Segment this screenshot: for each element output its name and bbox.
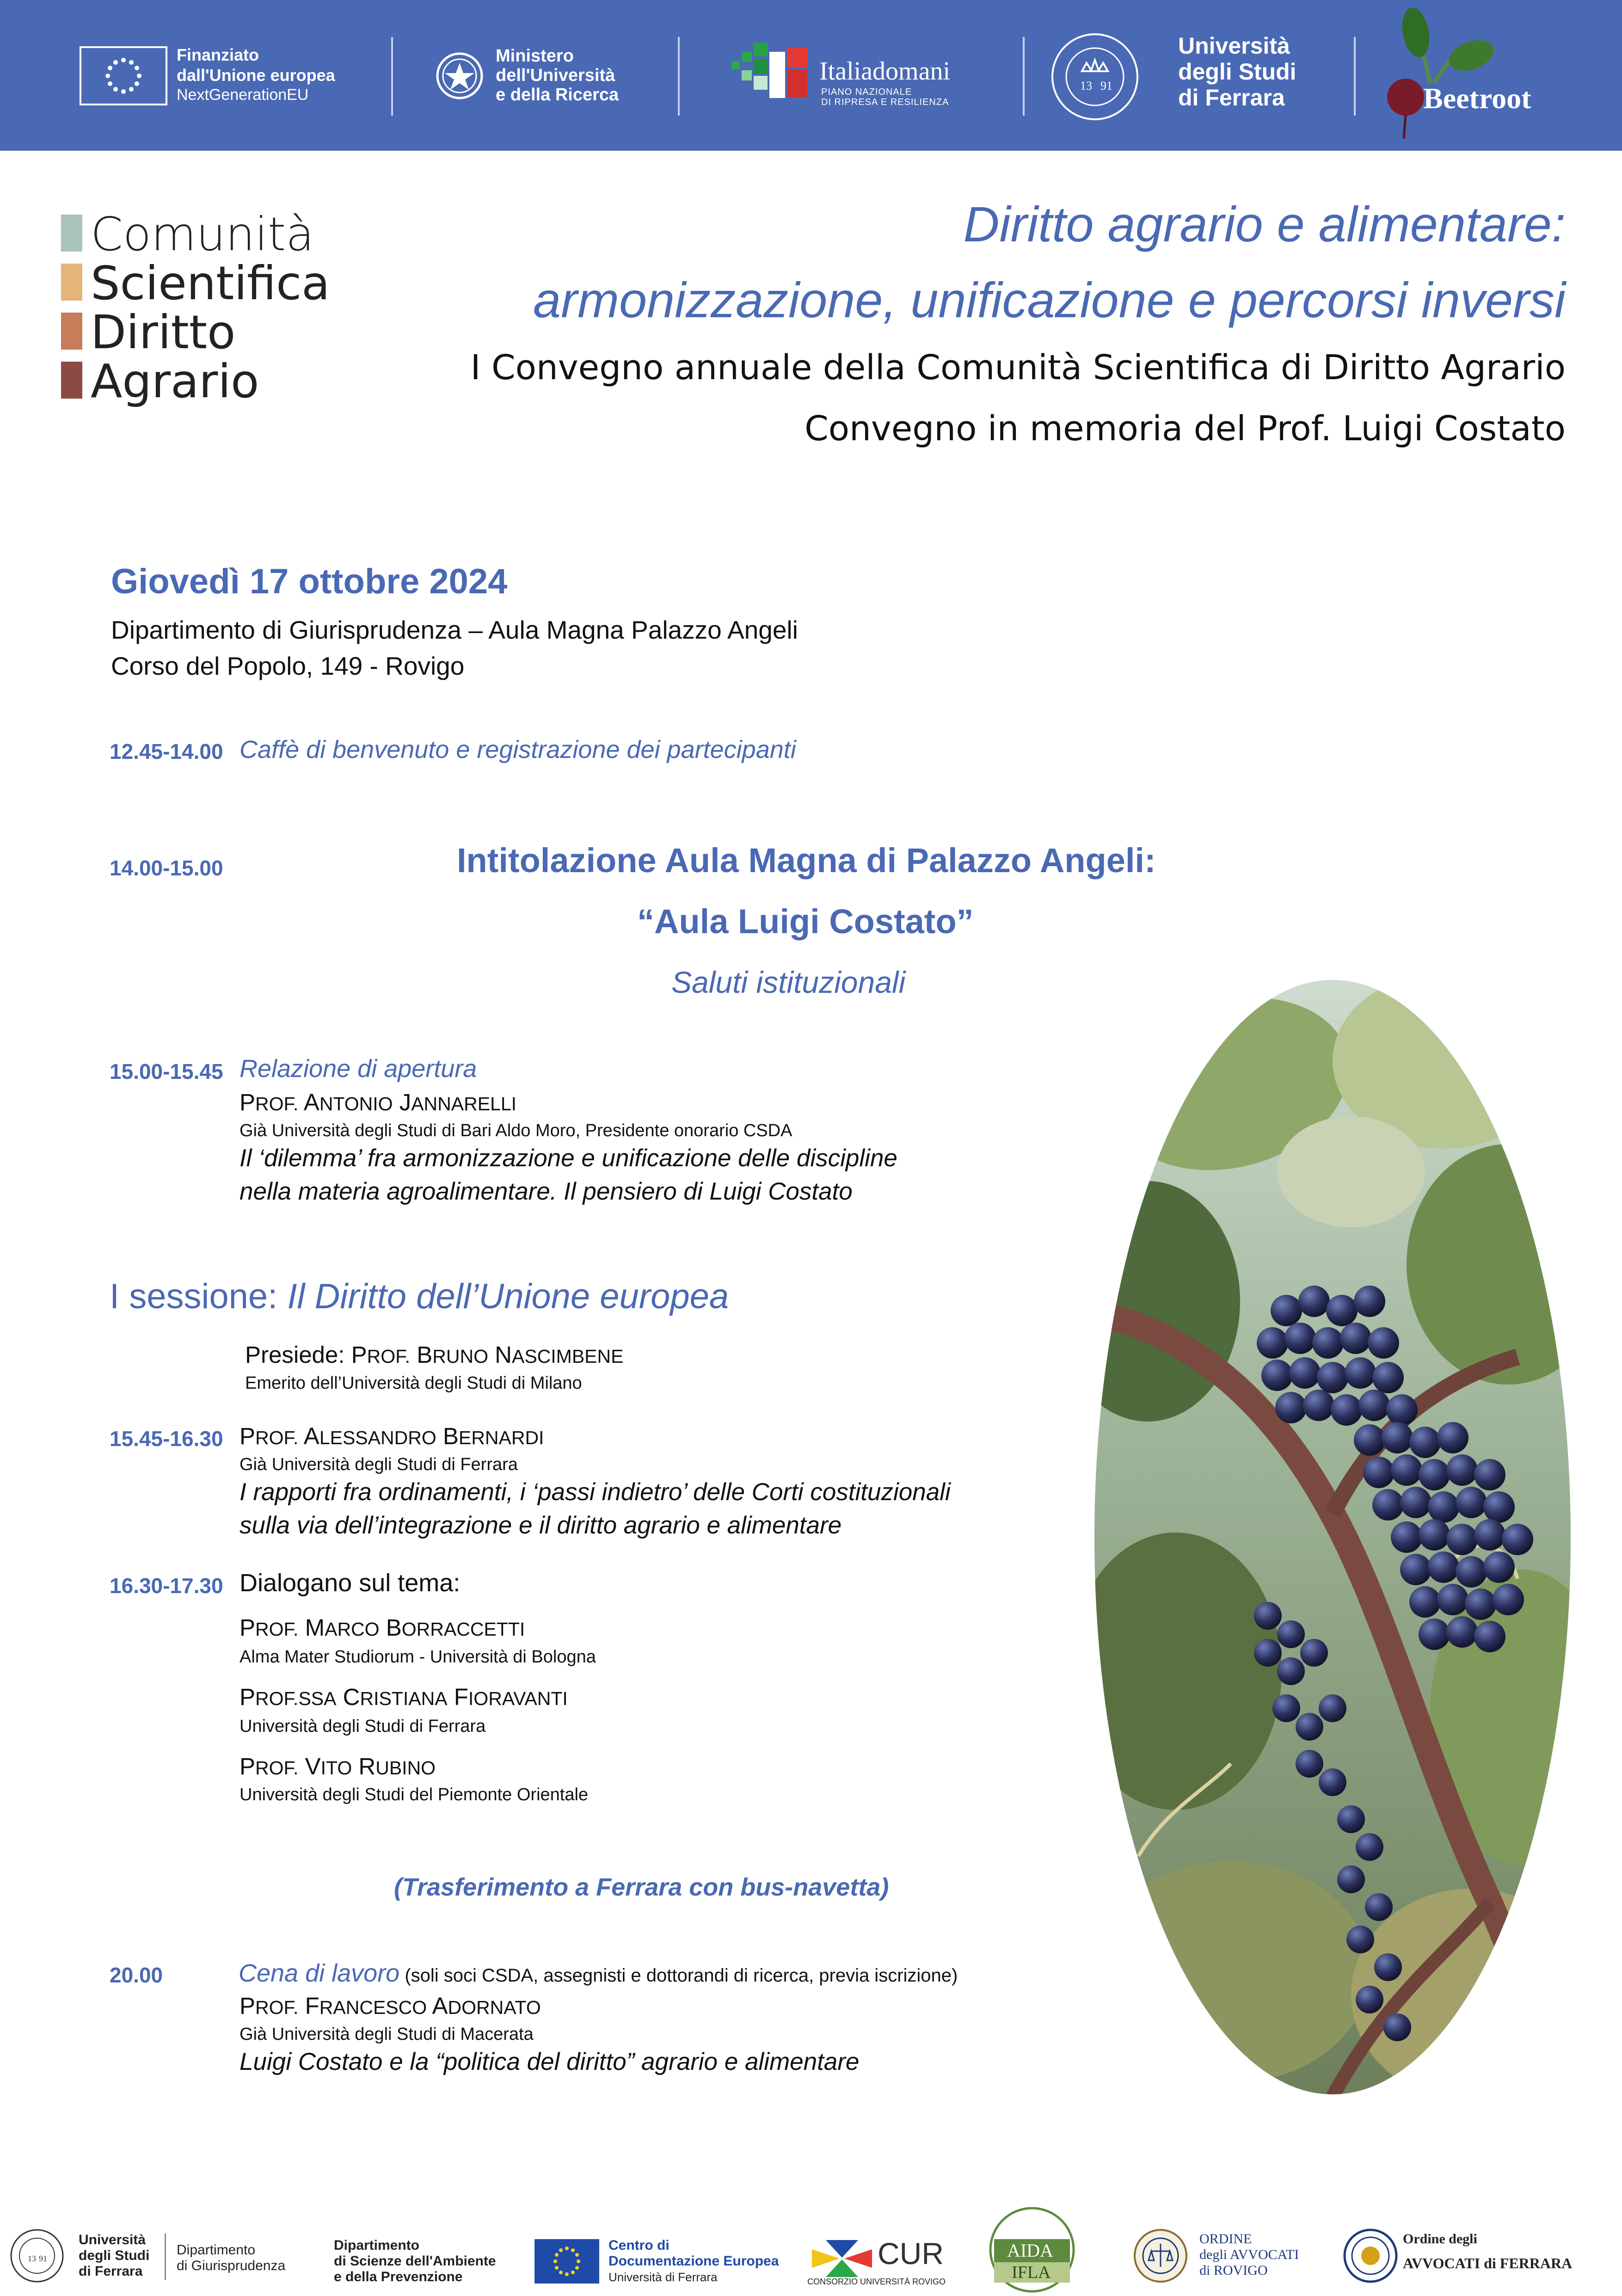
- dinner-heading: Cena di lavoro (soli soci CSDA, assegnisti e dottorandi di ricerca, previa iscrizione): [239, 1959, 958, 1987]
- dialogue-label: Dialogano sul tema:: [240, 1569, 461, 1597]
- dinner-affiliation: Già Università degli Studi di Macerata: [240, 2025, 534, 2044]
- dialogue-speaker-3: PROF. VITO RUBINO: [240, 1753, 436, 1779]
- dialogue-time: 16.30-17.30: [110, 1574, 223, 1598]
- opening-time: 15.00-15.45: [110, 1059, 223, 1083]
- banner-divider: [1023, 37, 1025, 116]
- italiadomani-sub1: PIANO NAZIONALE: [821, 87, 912, 97]
- svg-text:91: 91: [1100, 79, 1112, 92]
- title-line1: Diritto agrario e alimentare:: [963, 196, 1566, 252]
- dialogue-affiliation-3: Università degli Studi del Piemonte Orientale: [240, 1785, 589, 1804]
- subtitle-line1: I Convegno annuale della Comunità Scientifica di Diritto Agrario: [470, 348, 1566, 388]
- footer-giur-line1: Dipartimento: [177, 2242, 256, 2258]
- footer-ferrara-seal-icon: [1343, 2228, 1398, 2284]
- footer-divider: [165, 2234, 166, 2280]
- italiadomani-pixel-icon: [731, 43, 810, 103]
- footer-cde-line1: Centro di: [608, 2238, 670, 2253]
- unife-line1: Università: [1178, 33, 1290, 59]
- svg-text:13: 13: [28, 2254, 36, 2263]
- italiadomani-brand: Italiadomani: [819, 57, 951, 86]
- footer-sci-line2: di Scienze dell'Ambiente: [334, 2253, 496, 2269]
- footer-sci-line3: e della Prevenzione: [334, 2269, 463, 2284]
- mur-line3: e della Ricerca: [496, 85, 619, 105]
- footer-unife-line1: Università: [79, 2232, 146, 2247]
- mur-line1: Ministero: [496, 46, 574, 66]
- banner-divider: [1354, 37, 1356, 116]
- footer-unife-line3: di Ferrara: [79, 2264, 143, 2279]
- logo-word-4: Agrario: [91, 354, 259, 408]
- eu-funding-line1: Finanziato: [177, 45, 259, 64]
- svg-text:91: 91: [39, 2254, 47, 2263]
- beetroot-icon: [1383, 5, 1508, 143]
- footer-cde-line2: Documentazione Europea: [608, 2253, 779, 2269]
- eu-flag-icon: [80, 46, 167, 105]
- footer-cur-label: CUR: [878, 2236, 944, 2271]
- logo-bar-4: [61, 362, 82, 399]
- logo-word-3: Diritto: [91, 305, 236, 359]
- footer-aida-line1: AIDA: [1007, 2240, 1053, 2261]
- svg-text:13: 13: [1080, 79, 1092, 92]
- unife-line2: degli Studi: [1178, 59, 1296, 85]
- beetroot-label: Beetroot: [1423, 82, 1531, 115]
- logo-bar-1: [61, 215, 82, 252]
- footer-rovigo-line3: di ROVIGO: [1199, 2263, 1268, 2278]
- footer-sci-line1: Dipartimento: [334, 2238, 420, 2253]
- footer-rovigo-line1: ORDINE: [1199, 2231, 1252, 2247]
- footer-ferrara-line1: Ordine degli: [1403, 2231, 1477, 2247]
- footer-eu-flag-icon: [535, 2239, 599, 2284]
- dinner-speaker: PROF. FRANCESCO ADORNATO: [240, 1993, 541, 2019]
- talk-affiliation: Già Università degli Studi di Ferrara: [240, 1455, 518, 1474]
- opening-topic-line1: Il ‘dilemma’ fra armonizzazione e unificazione delle discipline: [240, 1145, 897, 1172]
- talk-topic-line1: I rapporti fra ordinamenti, i ‘passi indietro’ delle Corti costituzionali: [240, 1478, 951, 1506]
- logo-word-2: Scientifica: [91, 256, 330, 310]
- dialogue-affiliation-2: Università degli Studi di Ferrara: [240, 1717, 486, 1736]
- opening-speaker: PROF. ANTONIO JANNARELLI: [240, 1089, 517, 1115]
- session-chair: Presiede: PROF. BRUNO NASCIMBENE: [245, 1342, 624, 1368]
- top-banner: [0, 0, 1622, 151]
- venue-line1: Dipartimento di Giurisprudenza – Aula Magna Palazzo Angeli: [111, 616, 798, 644]
- grapes-photo: [1092, 978, 1573, 2097]
- unife-seal-icon: [1049, 31, 1141, 123]
- unife-line3: di Ferrara: [1178, 85, 1285, 111]
- mur-line2: dell'Università: [496, 66, 615, 85]
- opening-topic-line2: nella materia agroalimentare. Il pensiero di Luigi Costato: [240, 1178, 853, 1205]
- dialogue-speaker-1: PROF. MARCO BORRACCETTI: [240, 1614, 525, 1641]
- opening-affiliation: Già Università degli Studi di Bari Aldo Moro, Presidente onorario CSDA: [240, 1121, 793, 1140]
- dialogue-affiliation-1: Alma Mater Studiorum - Università di Bologna: [240, 1647, 596, 1667]
- logo-word-1: Comunità: [91, 207, 314, 261]
- footer-aida-line2: IFLA: [1012, 2263, 1051, 2282]
- naming-greetings: Saluti istituzionali: [671, 965, 906, 999]
- talk-topic-line2: sulla via dell’integrazione e il diritto agrario e alimentare: [240, 1512, 842, 1539]
- footer-giur-line2: di Giurisprudenza: [177, 2258, 286, 2273]
- footer-unife-line2: degli Studi: [79, 2248, 150, 2263]
- dinner-topic: Luigi Costato e la “politica del diritto” agrario e alimentare: [240, 2048, 860, 2075]
- naming-time: 14.00-15.00: [110, 856, 223, 880]
- italiadomani-sub2: DI RIPRESA E RESILIENZA: [821, 97, 949, 107]
- talk-speaker: PROF. ALESSANDRO BERNARDI: [240, 1423, 544, 1449]
- footer-rovigo-seal-icon: [1133, 2228, 1188, 2284]
- welcome-time: 12.45-14.00: [110, 739, 223, 763]
- eu-funding-line2: dall'Unione europea: [177, 66, 335, 85]
- welcome-text: Caffè di benvenuto e registrazione dei partecipanti: [240, 736, 796, 763]
- subtitle-line2: Convegno in memoria del Prof. Luigi Costato: [805, 409, 1566, 449]
- dialogue-speaker-2: PROF.SSA CRISTIANA FIORAVANTI: [240, 1684, 568, 1710]
- banner-divider: [678, 37, 680, 116]
- footer-cur-sub: CONSORZIO UNIVERSITÀ ROVIGO: [807, 2277, 946, 2286]
- eu-funding-line3: NextGenerationEU: [177, 86, 309, 104]
- footer-rovigo-line2: degli AVVOCATI: [1199, 2247, 1299, 2262]
- banner-divider: [391, 37, 393, 116]
- naming-hall: “Aula Luigi Costato”: [637, 902, 974, 941]
- talk-time: 15.45-16.30: [110, 1427, 223, 1451]
- event-date: Giovedì 17 ottobre 2024: [111, 562, 508, 601]
- logo-bar-2: [61, 264, 82, 301]
- transfer-note: (Trasferimento a Ferrara con bus-navetta): [394, 1873, 889, 1901]
- opening-label: Relazione di apertura: [240, 1055, 477, 1083]
- footer-unife-seal-icon: [9, 2228, 65, 2284]
- footer-cur-icon: [812, 2240, 872, 2277]
- footer-ferrara-line23: AVVOCATI di FERRARA: [1403, 2255, 1573, 2271]
- naming-title: Intitolazione Aula Magna di Palazzo Angeli:: [457, 841, 1156, 880]
- mur-emblem-icon: [435, 51, 485, 101]
- footer-cde-line3: Università di Ferrara: [608, 2270, 718, 2284]
- session-heading: I sessione: Il Diritto dell’Unione europea: [110, 1277, 729, 1316]
- logo-bar-3: [61, 313, 82, 350]
- dinner-time: 20.00: [110, 1963, 163, 1987]
- venue-line2: Corso del Popolo, 149 - Rovigo: [111, 652, 465, 680]
- title-line2: armonizzazione, unificazione e percorsi inversi: [533, 272, 1566, 328]
- session-chair-affiliation: Emerito dell’Università degli Studi di Milano: [245, 1373, 582, 1393]
